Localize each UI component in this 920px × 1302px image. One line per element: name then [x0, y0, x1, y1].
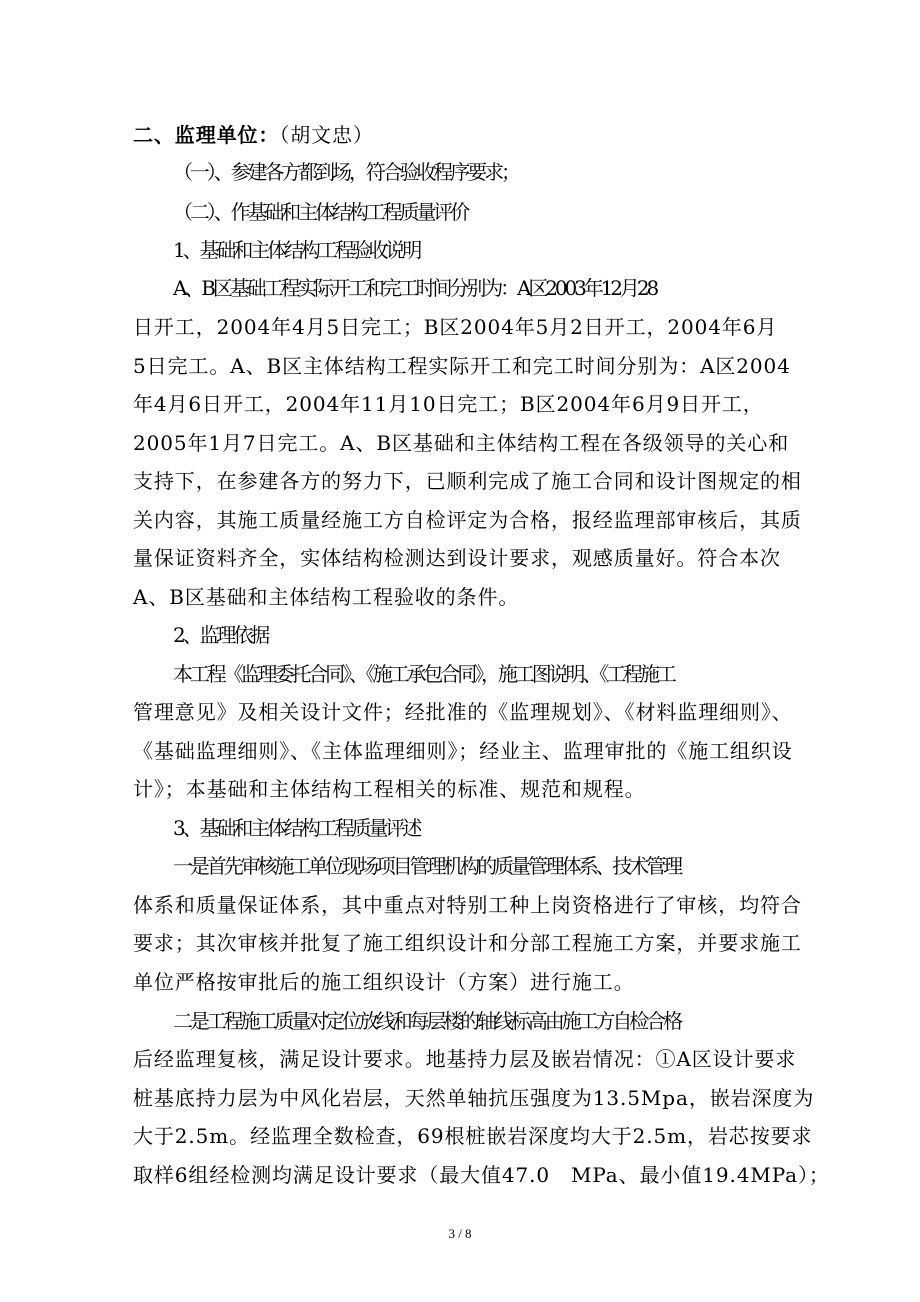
paragraph-line: 5日完工。A、B区主体结构工程实际开工和完工时间分别为：A区2004: [133, 354, 791, 378]
paragraph-line: 量保证资料齐全，实体结构检测达到设计要求，观感质量好。符合本次: [133, 546, 781, 570]
paragraph-line: 取样6组经检测均满足设计要求（最大值47.0 MPa、最小值19.4MPa）；: [133, 1163, 830, 1187]
paragraph-line: A、B区基础工程实际开工和完工时间分别为：A区2003年12月28: [173, 276, 657, 300]
paragraph-line: 单位严格按审批后的施工组织设计（方案）进行施工。: [133, 970, 635, 994]
section-heading: [133, 121, 833, 149]
paragraph-line: 本工程《监理委托合同》、《施工承包合同》，施工图说明、《工程施工: [173, 662, 674, 686]
paragraph-line: 年4月6日开工，2004年11月10日完工；B区2004年6月9日开工，: [133, 392, 764, 416]
page-number: 3 / 8: [448, 1226, 472, 1241]
paragraph-line: 计》；本基础和主体结构工程相关的标准、规范和规程。: [133, 777, 646, 801]
paragraph-line: 大于2.5m。经监理全数检查，69根桩嵌岩深度均大于2.5m，岩芯按要求: [133, 1124, 813, 1148]
paragraph-line: 体系和质量保证体系，其中重点对特别工种上岗资格进行了审核，均符合: [133, 893, 802, 917]
paragraph-line: 日开工，2004年4月5日完工；B区2004年5月2日开工，2004年6月: [133, 315, 778, 339]
paragraph-line: （二）、作基础和主体结构工程质量评价: [173, 200, 468, 224]
paragraph-line: 2005年1月7日完工。A、B区基础和主体结构工程在各级领导的关心和: [133, 431, 790, 455]
paragraph-line: 关内容，其施工质量经施工方自检评定为合格，报经监理部审核后，其质: [133, 508, 802, 532]
subheading-line: 2、监理依据: [173, 623, 268, 647]
paragraph-line: （一）、参建各方都到场，符合验收程序要求；: [173, 160, 518, 184]
subheading-line: 3、基础和主体结构工程质量评述: [173, 816, 420, 840]
subheading-line: 1、基础和主体结构工程验收说明: [173, 238, 420, 262]
paragraph-line: 二是工程施工质量对定位放线和每层楼的轴线标高由施工方自检合格: [173, 1009, 680, 1033]
section-person: （胡文忠）: [279, 123, 374, 147]
section-title: 二、监理单位：: [133, 123, 280, 147]
paragraph-line: 支持下，在参建各方的努力下，已顺利完成了施工合同和设计图规定的相: [133, 469, 802, 493]
paragraph-line: A、B区基础和主体结构工程验收的条件。: [133, 585, 520, 609]
paragraph-line: 管理意见》及相关设计文件；经批准的《监理规划》、《材料监理细则》、: [133, 700, 793, 724]
paragraph-line: 桩基底持力层为中风化岩层，天然单轴抗压强度为13.5Mpa，嵌岩深度为: [133, 1086, 815, 1110]
paragraph-line: 后经监理复核，满足设计要求。地基持力层及嵌岩情况：①A区设计要求: [133, 1047, 797, 1071]
paragraph-line: 要求；其次审核并批复了施工组织设计和分部工程施工方案，并要求施工: [133, 931, 802, 955]
paragraph-line: 《基础监理细则》、《主体监理细则》；经业主、监理审批的《施工组织设: [133, 739, 793, 763]
paragraph-line: 一是首先审核施工单位现场项目管理机构的质量管理体系、技术管理: [173, 854, 680, 878]
